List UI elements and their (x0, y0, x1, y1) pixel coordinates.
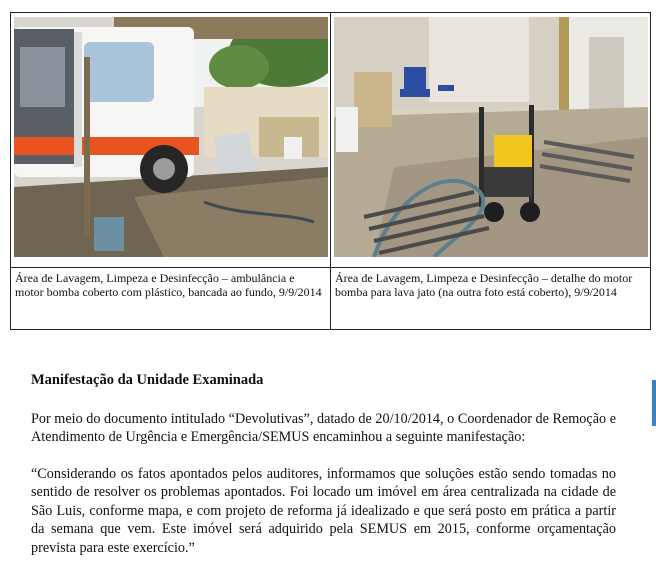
pressure-washer-pump-photo (334, 17, 648, 257)
caption-right: Área de Lavagem, Limpeza e Desinfecção – detalhe do motor bomba para lava jato (na outra foto está coberto), 9/9/2014 (331, 268, 651, 330)
photo-cell-left (11, 13, 331, 268)
edge-mark (652, 380, 656, 426)
photo-cell-right (331, 13, 651, 268)
ambulance-washing-area-photo (14, 17, 328, 257)
section-title: Manifestação da Unidade Examinada (31, 372, 264, 388)
caption-left: Área de Lavagem, Limpeza e Desinfecção – ambulância e motor bomba coberto com plástico, bancada ao fundo, 9/9/2014 (11, 268, 331, 330)
photo-table (10, 12, 651, 330)
paragraph-quote: “Considerando os fatos apontados pelos auditores, informamos que soluções estão sendo tomadas no sentido de resolver os problemas apontados. Foi locado um imóvel em área centralizada na cidade de São Luis, conforme mapa, e com projeto de reforma já idealizado e que será posto em prática a partir da semana que vem. Este imóvel será adquirido pela SEMUS em 2015, conforme orçamentação prevista para este exercício.” (31, 466, 616, 556)
paragraph-intro: Por meio do documento intitulado “Devolutivas”, datado de 20/10/2014, o Coordenador de Remoção e Atendimento de Urgência e Emergência/SEMUS encaminhou a seguinte manifestação: (31, 411, 616, 446)
